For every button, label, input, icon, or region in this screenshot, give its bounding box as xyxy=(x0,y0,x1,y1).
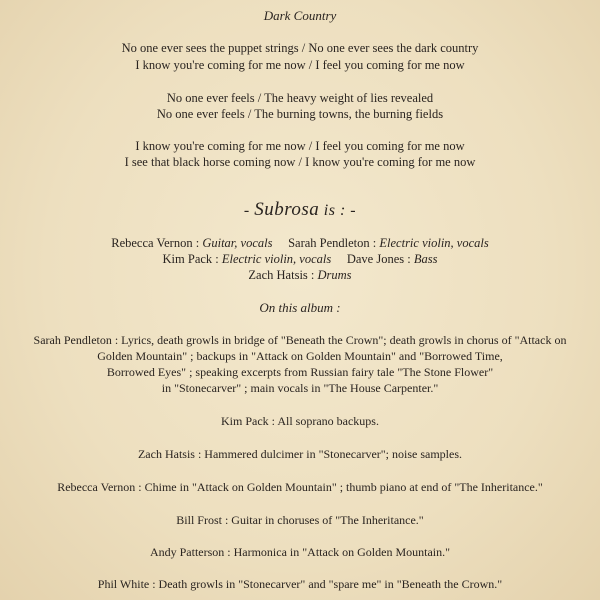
lyric-line: No one ever feels / The heavy weight of lies revealed xyxy=(166,91,434,105)
band-heading xyxy=(0,200,600,221)
member-name: Rebecca Vernon : xyxy=(111,236,203,250)
member-row xyxy=(0,236,600,251)
credit-line: Bill Frost : Guitar in choruses of "The Inheritance." xyxy=(176,513,424,527)
song-title: Dark Country xyxy=(263,8,337,23)
lyric-line: I see that black horse coming now / I know you're coming for me now xyxy=(124,155,476,169)
band-heading-suffix: is : - xyxy=(319,202,357,219)
lyric-line: I know you're coming for me now / I feel you coming for me now xyxy=(135,58,465,72)
lyric-line: No one ever feels / The burning towns, the burning fields xyxy=(156,107,444,121)
member-role: Electric violin, vocals xyxy=(221,252,332,266)
credit-line: Golden Mountain" ; backups in "Attack on Golden Mountain" and "Borrowed Time, xyxy=(97,349,503,363)
credit-line: Borrowed Eyes" ; speaking excerpts from Russian fairy tale "The Stone Flower" xyxy=(106,365,494,379)
member-name: Sarah Pendleton : xyxy=(288,236,380,250)
credit-line: Rebecca Vernon : Chime in "Attack on Golden Mountain" ; thumb piano at end of "The Inheritance." xyxy=(57,480,543,494)
lyric-line: I know you're coming for me now / I feel you coming for me now xyxy=(135,139,465,153)
member-name: Dave Jones : xyxy=(346,252,414,266)
member-role: Drums xyxy=(317,268,352,282)
band-heading-prefix: - xyxy=(243,202,255,219)
member-row xyxy=(0,252,600,267)
member-role: Electric violin, vocals xyxy=(379,236,489,250)
credit-line: Sarah Pendleton : Lyrics, death growls in bridge of "Beneath the Crown"; death growls in chorus of "Attack on xyxy=(33,333,567,347)
lyric-line: No one ever sees the puppet strings / No one ever sees the dark country xyxy=(121,41,479,55)
member-role: Guitar, vocals xyxy=(202,236,273,250)
album-heading: On this album : xyxy=(259,300,341,315)
credit-line: in "Stonecarver" ; main vocals in "The House Carpenter." xyxy=(161,381,439,395)
credit-line: Phil White : Death growls in "Stonecarver" and "spare me" in "Beneath the Crown." xyxy=(97,577,503,591)
member-row xyxy=(0,268,600,283)
member-name: Zach Hatsis : xyxy=(248,268,318,282)
member-role: Bass xyxy=(413,252,438,266)
credit-line: Zach Hatsis : Hammered dulcimer in "Stonecarver"; noise samples. xyxy=(137,447,463,461)
member-name: Kim Pack : xyxy=(162,252,222,266)
credit-line: Kim Pack : All soprano backups. xyxy=(221,414,379,428)
band-name: Subrosa xyxy=(254,199,320,220)
credit-line: Andy Patterson : Harmonica in "Attack on Golden Mountain." xyxy=(149,545,451,559)
